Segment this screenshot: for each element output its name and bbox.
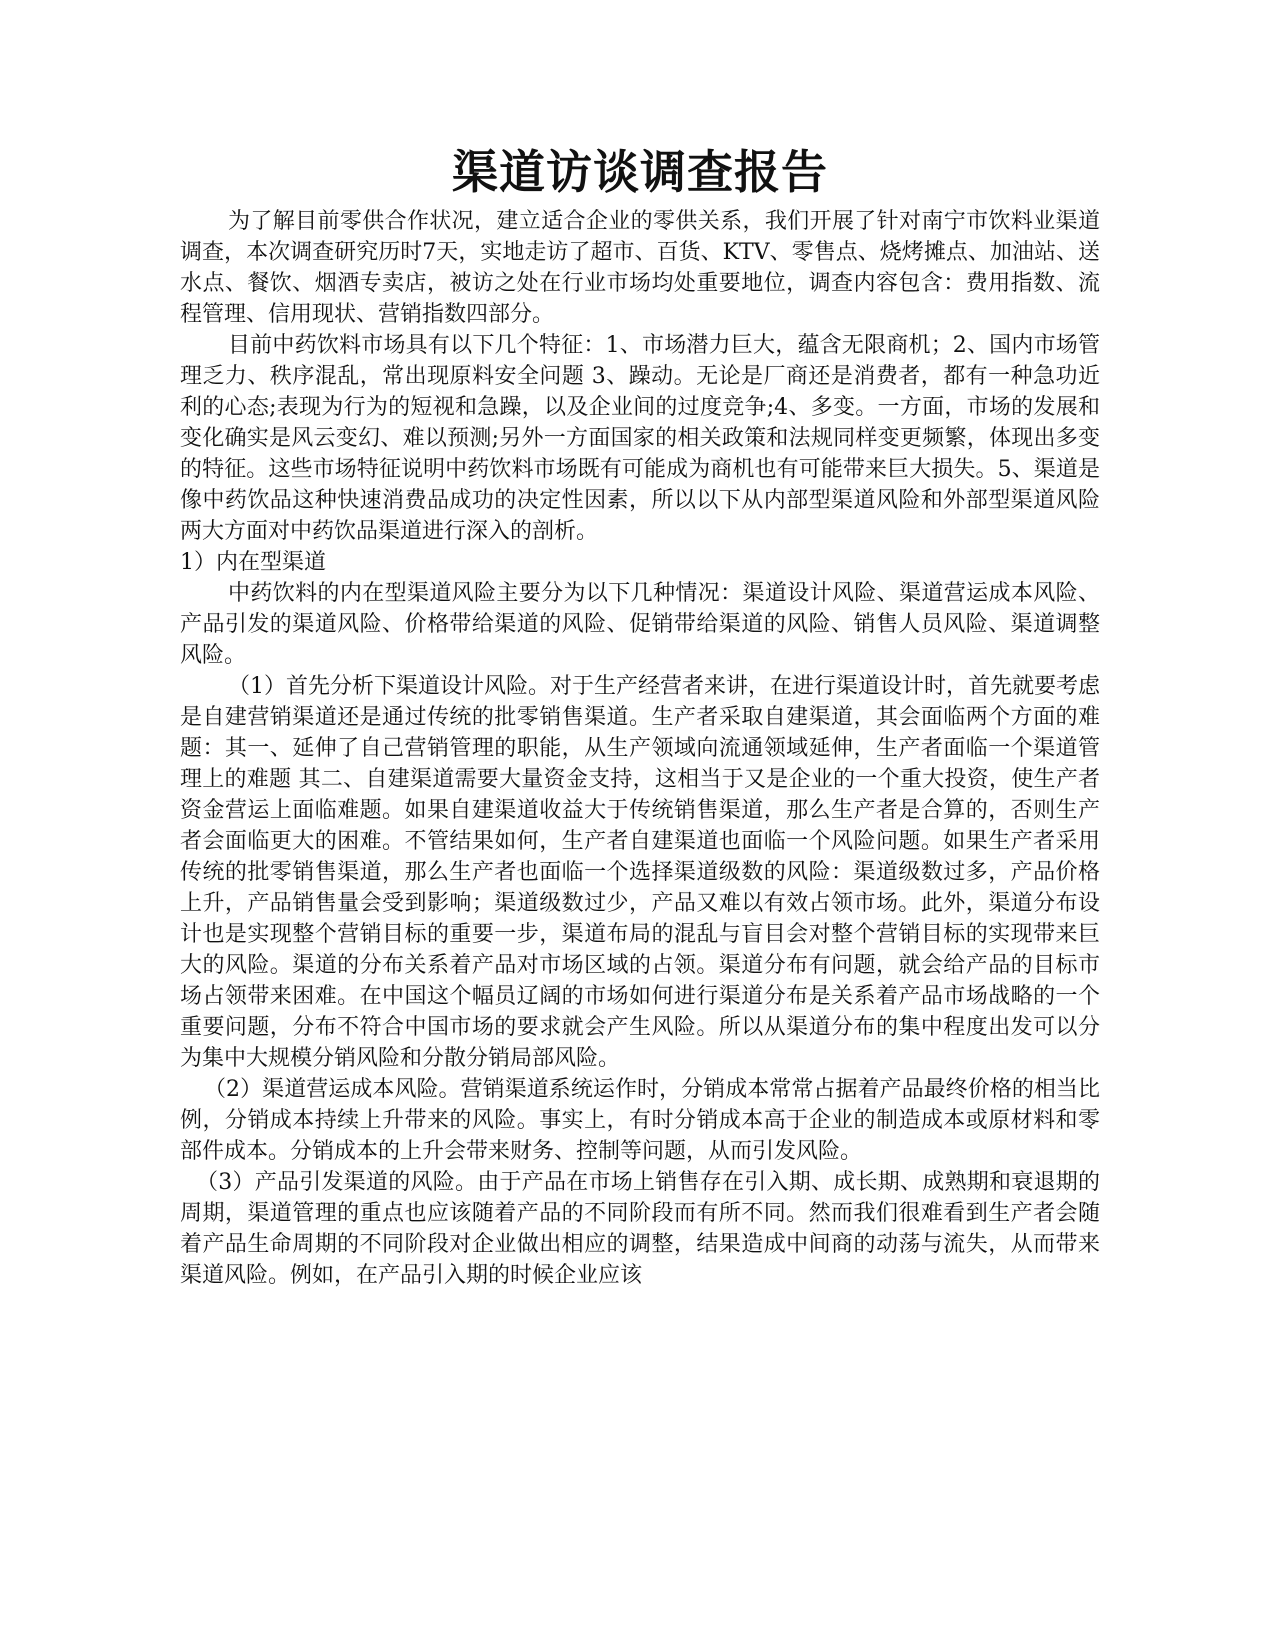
channel-design-risk-paragraph: （1）首先分析下渠道设计风险。对于生产经营者来讲，在进行渠道设计时，首先就要考虑是自建营销渠道还是通过传统的批零销售渠道。生产者采取自建渠道，其会面临两个方面的难题：其一、延伸了自己营销管理的职能，从生产领域向流通领域延伸，生产者面临一个渠道管理上的难题 其二、自建渠道需要大量资金支持，这相当于又是企业的一个重大投资，使生产者资金营运上面临难题。如果自建渠道收益大于传统销售渠道，那么生产者是合算的，否则生产者会面临更大的困难。不管结果如何，生产者自建渠道也面临一个风险问题。如果生产者采用传统的批零销售渠道，那么生产者也面临一个选择渠道级数的风险：渠道级数过多，产品价格上升，产品销售量会受到影响；渠道级数过少，产品又难以有效占领市场。此外，渠道分布设计也是实现整个营销目标的重要一步，渠道布局的混乱与盲目会对整个营销目标的实现带来巨大的风险。渠道的分布关系着产品对市场区域的占领。渠道分布有问题，就会给产品的目标市场占领带来困难。在中国这个幅员辽阔的市场如何进行渠道分布是关系着产品市场战略的一个重要问题，分布不符合中国市场的要求就会产生风险。所以从渠道分布的集中程度出发可以分为集中大规模分销风险和分散分销局部风险。 [180, 674, 1101, 1071]
intro-paragraph: 为了解目前零供合作状况，建立适合企业的零供关系，我们开展了针对南宁市饮料业渠道调查，本次调查研究历时7天，实地走访了超市、百货、KTV、零售点、烧烤摊点、加油站、送水点、餐饮、烟酒专卖店，被访之处在行业市场均处重要地位，调查内容包含：费用指数、流程管理、信用现状、营销指数四部分。 [180, 209, 1100, 327]
section-heading: 1）内在型渠道 [180, 550, 326, 575]
product-channel-risk-paragraph: （3）产品引发渠道的风险。由于产品在市场上销售存在引入期、成长期、成熟期和衰退期的周期，渠道管理的重点也应该随着产品的不同阶段而有所不同。然而我们很难看到生产者会随着产品生命周期的不同阶段对企业做出相应的调整，结果造成中间商的动荡与流失，从而带来渠道风险。例如，在产品引入期的时候企业应该 [180, 1170, 1100, 1288]
market-features-paragraph: 目前中药饮料市场具有以下几个特征：1、市场潜力巨大，蕴含无限商机；2、国内市场管理乏力、秩序混乱，常出现原料安全问题 3、躁动。无论是厂商还是消费者，都有一种急功近利的心态;表现为行为的短视和急躁，以及企业间的过度竞争;4、多变。一方面，市场的发展和变化确实是风云变幻、难以预测;另外一方面国家的相关政策和法规同样变更频繁，体现出多变的特征。这些市场特征说明中药饮料市场既有可能成为商机也有可能带来巨大损失。5、渠道是像中药饮品这种快速消费品成功的决定性因素，所以以下从内部型渠道风险和外部型渠道风险两大方面对中药饮品渠道进行深入的剖析。 [180, 333, 1100, 544]
internal-channel-risk-paragraph: 中药饮料的内在型渠道风险主要分为以下几种情况：渠道设计风险、渠道营运成本风险、产品引发的渠道风险、价格带给渠道的风险、促销带给渠道的风险、销售人员风险、渠道调整风险。 [180, 581, 1100, 668]
document-page [180, 140, 1100, 1291]
operating-cost-risk-paragraph: （2）渠道营运成本风险。营销渠道系统运作时，分销成本常常占据着产品最终价格的相当比例，分销成本持续上升带来的风险。事实上，有时分销成本高于企业的制造成本或原材料和零部件成本。分销成本的上升会带来财务、控制等问题，从而引发风险。 [180, 1077, 1100, 1164]
document-title: 渠道访谈调查报告 [452, 145, 828, 199]
